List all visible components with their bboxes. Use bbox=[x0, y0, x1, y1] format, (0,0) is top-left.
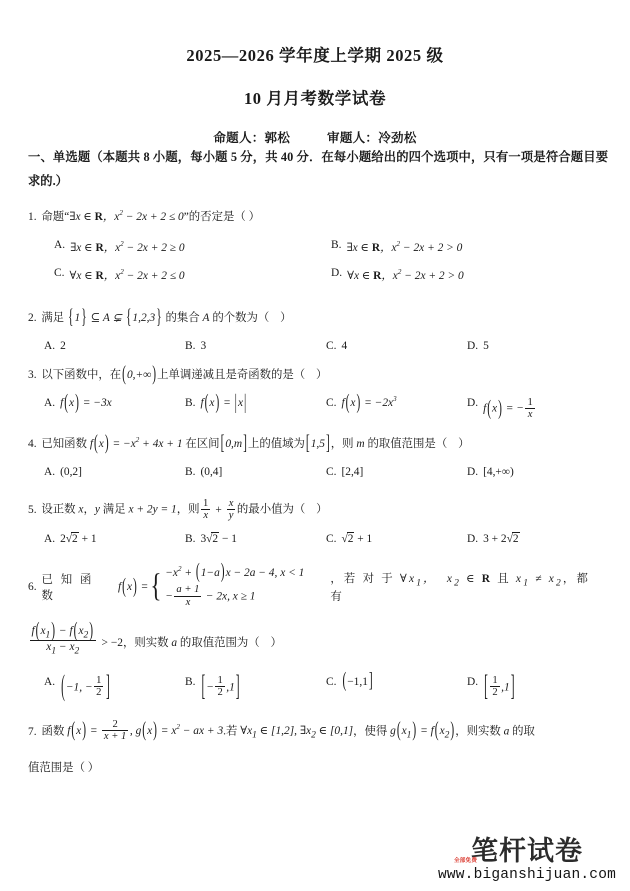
option-b[interactable] bbox=[185, 340, 326, 352]
question-1-stem-prefix: 命题“ bbox=[41, 210, 70, 223]
author-label: 命题人：郭松 bbox=[213, 130, 291, 145]
question-2-number: 2. bbox=[28, 312, 37, 325]
option-b-label: B. bbox=[185, 340, 196, 353]
option-c-text: √2 + 1 bbox=[341, 533, 373, 546]
option-a-label: A. bbox=[44, 340, 56, 353]
option-c[interactable] bbox=[326, 340, 467, 352]
watermark-badge: 全部免费 bbox=[453, 858, 478, 864]
question-6-function: f(x) = bbox=[117, 576, 149, 599]
piecewise-function: { $-x^2 + (1-a)x - 2a - 4$, x < 1 − $\frac{a + 1}{x}$ − 2x, x ≥ 1 bbox=[148, 563, 304, 611]
piecewise-row-2: − $\frac{a + 1}{x}$ − 2x, x ≥ 1 bbox=[165, 584, 256, 608]
question-6-stem-tail: ，若 对 于 $\forall x_1$， $x_2$ ∈ R 且 $x_1 \ne x_2$，都 有 bbox=[330, 573, 591, 604]
question-7-stem-text: 函数 f(x) = $\frac{2}{x + 1}$ , $g(x) = x^2$ − ax + 3.若 $\forall x_1$ ∈ [1,2], $\exists x_2$ ∈ [0,1]，使得 $g(x_1) = f(x_2)$，则实数 a 的取 bbox=[41, 718, 535, 743]
option-b-label: B. bbox=[185, 533, 196, 546]
option-d[interactable] bbox=[467, 533, 608, 545]
option-b-text: 3√2 − 1 bbox=[200, 533, 237, 546]
question-1-stem-suffix: ”的否定是（ ） bbox=[183, 210, 260, 223]
question-7-stem bbox=[28, 720, 608, 745]
question-3 bbox=[28, 365, 608, 421]
page-title: 2025—2026 学年度上学期 2025 级 bbox=[186, 46, 444, 65]
option-b[interactable] bbox=[185, 533, 326, 545]
option-a-text: 2√2 + 1 bbox=[60, 533, 97, 546]
question-1-stem bbox=[28, 207, 608, 228]
option-c-label: C. bbox=[326, 340, 337, 353]
question-4-options bbox=[28, 466, 608, 478]
option-d-label: D. bbox=[467, 466, 479, 479]
question-6-stem-lead: 已 知 函 数 bbox=[41, 574, 94, 603]
option-b-text: 3 bbox=[200, 340, 207, 353]
option-c[interactable] bbox=[326, 670, 467, 700]
option-a-label: A. bbox=[54, 239, 66, 252]
paper-header bbox=[0, 0, 630, 146]
option-d-text: [4,+∞) bbox=[483, 466, 514, 479]
question-3-stem: 3. 以下函数中，在(0,+∞)上单调递减且是奇函数的是（ ） bbox=[28, 363, 332, 386]
option-b-label: B. bbox=[185, 397, 196, 410]
option-d-text: ∀x ∈ R，$x^2 - 2x + 2 > 0$ bbox=[347, 268, 464, 283]
question-1-stem-math: ∃x ∈ R，$x^2 - 2x + 2 \le 0$ bbox=[69, 209, 184, 223]
option-a[interactable] bbox=[44, 340, 185, 352]
option-d[interactable] bbox=[467, 340, 608, 352]
option-b[interactable] bbox=[185, 391, 326, 421]
question-5 bbox=[28, 498, 608, 545]
option-d-label: D. bbox=[467, 675, 479, 688]
option-c[interactable] bbox=[326, 466, 467, 478]
option-b[interactable] bbox=[185, 671, 326, 703]
question-body bbox=[28, 146, 608, 775]
option-d-text: 3 + 2√2 bbox=[483, 533, 519, 546]
option-b[interactable] bbox=[331, 239, 608, 255]
question-4-number: 4. bbox=[28, 438, 37, 451]
question-6 bbox=[28, 561, 608, 703]
watermark bbox=[438, 838, 616, 883]
question-3-options bbox=[28, 391, 608, 421]
question-2-options bbox=[28, 340, 608, 352]
question-4 bbox=[28, 434, 608, 478]
option-b-label: B. bbox=[331, 239, 342, 252]
question-5-options bbox=[28, 533, 608, 545]
option-a[interactable] bbox=[44, 391, 185, 421]
option-a[interactable] bbox=[54, 239, 331, 255]
option-d-label: D. bbox=[467, 533, 479, 546]
question-2 bbox=[28, 308, 608, 352]
option-c-text: ∀x ∈ R，$x^2 - 2x + 2 \le 0$ bbox=[69, 268, 185, 283]
question-7 bbox=[28, 720, 608, 775]
option-c-text: [2,4] bbox=[341, 466, 364, 479]
question-5-number: 5. bbox=[28, 503, 37, 516]
question-5-stem: 5. 设正数 x，y 满足 x + 2y = 1，则 $\frac{1}{x}$ + $\frac{x}{y}$ 的最小值为（ ） bbox=[28, 497, 332, 522]
option-c-label: C. bbox=[326, 533, 337, 546]
option-d-label: D. bbox=[331, 267, 343, 280]
option-d-label: D. bbox=[467, 397, 479, 410]
option-a-label: A. bbox=[44, 466, 56, 479]
option-a[interactable] bbox=[44, 466, 185, 478]
option-c-text: $f(x) = -2x^3$ bbox=[341, 391, 397, 415]
option-d[interactable] bbox=[331, 267, 608, 283]
option-a-label: A. bbox=[44, 533, 56, 546]
option-c-label: C. bbox=[326, 675, 337, 688]
piecewise-row-1: $-x^2 + (1-a)x - 2a - 4$, x < 1 bbox=[165, 561, 305, 584]
question-1-number: 1. bbox=[28, 210, 37, 223]
page-subtitle: 10 月月考数学试卷 bbox=[243, 88, 387, 108]
option-b-text: ∃x ∈ R，$x^2 - 2x + 2 > 0$ bbox=[346, 240, 463, 255]
option-a-text: f(x) = −3x bbox=[60, 391, 112, 415]
question-6-condition-tail: > −2，则实数 a 的取值范围为（ ） bbox=[101, 636, 286, 649]
option-c-label: C. bbox=[326, 397, 337, 410]
option-d-text: 5 bbox=[483, 340, 489, 353]
option-a[interactable] bbox=[44, 533, 185, 545]
option-b-label: B. bbox=[185, 466, 196, 479]
section-heading: 一、单选题（本题共 8 小题，每小题 5 分，共 40 分．在每小题给出的四个选项中，只有一项是符合题目要求的.） bbox=[28, 150, 608, 188]
option-a-text: (0,2] bbox=[60, 466, 82, 479]
option-a-text: (−1, − $\frac{1}{2}$ ] bbox=[61, 671, 110, 703]
option-d-text: f(x) = − $\frac{1}{x}$ bbox=[483, 396, 533, 421]
option-a-text: 2 bbox=[60, 340, 66, 353]
question-3-number: 3. bbox=[28, 369, 37, 382]
option-a-label: A. bbox=[44, 397, 56, 410]
option-d[interactable] bbox=[467, 397, 608, 421]
reviewer-label: 审题人：冷劲松 bbox=[327, 130, 417, 145]
question-1-options bbox=[28, 239, 608, 295]
question-4-stem: 4. 已知函数 $f(x) = -x^2 + 4x + 1$ 在区间[0,m]上的值域为[1,5]，则 m 的取值范围是（ ） bbox=[28, 432, 474, 455]
question-1 bbox=[28, 207, 608, 295]
option-c[interactable] bbox=[326, 533, 467, 545]
question-7-number: 7. bbox=[28, 725, 37, 738]
option-d-text: [ $\frac{1}{2}$ ,1] bbox=[484, 671, 515, 703]
option-b-text: f(x) = |x| bbox=[200, 391, 247, 415]
option-d[interactable] bbox=[467, 671, 608, 703]
byline bbox=[0, 128, 630, 146]
option-d[interactable] bbox=[467, 466, 608, 478]
watermark-brand: 笔杆试卷 bbox=[470, 836, 583, 867]
question-6-condition bbox=[28, 619, 608, 658]
watermark-url: www.biganshijuan.com bbox=[437, 867, 616, 883]
question-6-stem bbox=[28, 563, 608, 611]
option-b-text: [− $\frac{1}{2}$ ,1] bbox=[201, 671, 240, 703]
option-b-text: (0,4] bbox=[200, 466, 223, 479]
option-b-label: B. bbox=[185, 675, 196, 688]
question-7-stem-line2: 值范围是（ ） bbox=[28, 761, 100, 774]
option-c[interactable] bbox=[326, 391, 467, 421]
option-b[interactable] bbox=[185, 466, 326, 478]
question-2-math: {1} ⊆ A ⊊ {1,2,3} bbox=[68, 306, 162, 329]
difference-quotient: $\frac{f(x_1) - f(x_2)}{x_1 - x_2}$ bbox=[28, 626, 98, 658]
option-c-text: (−1,1] bbox=[342, 670, 373, 693]
option-a[interactable] bbox=[44, 671, 185, 703]
question-6-options bbox=[28, 670, 608, 703]
question-2-stem: 2. 满足 {1} ⊆ A ⊊ {1,2,3} 的集合 A 的个数为（ ） bbox=[28, 306, 296, 329]
question-6-number: 6. bbox=[28, 581, 37, 594]
option-c-label: C. bbox=[54, 267, 65, 280]
option-c[interactable] bbox=[54, 267, 331, 283]
option-c-text: 4 bbox=[341, 340, 348, 353]
option-a-label: A. bbox=[44, 675, 56, 688]
option-d-label: D. bbox=[467, 340, 479, 353]
option-a-text: ∃x ∈ R，$x^2 - 2x + 2 \ge 0$ bbox=[70, 240, 185, 255]
option-c-label: C. bbox=[326, 466, 337, 479]
